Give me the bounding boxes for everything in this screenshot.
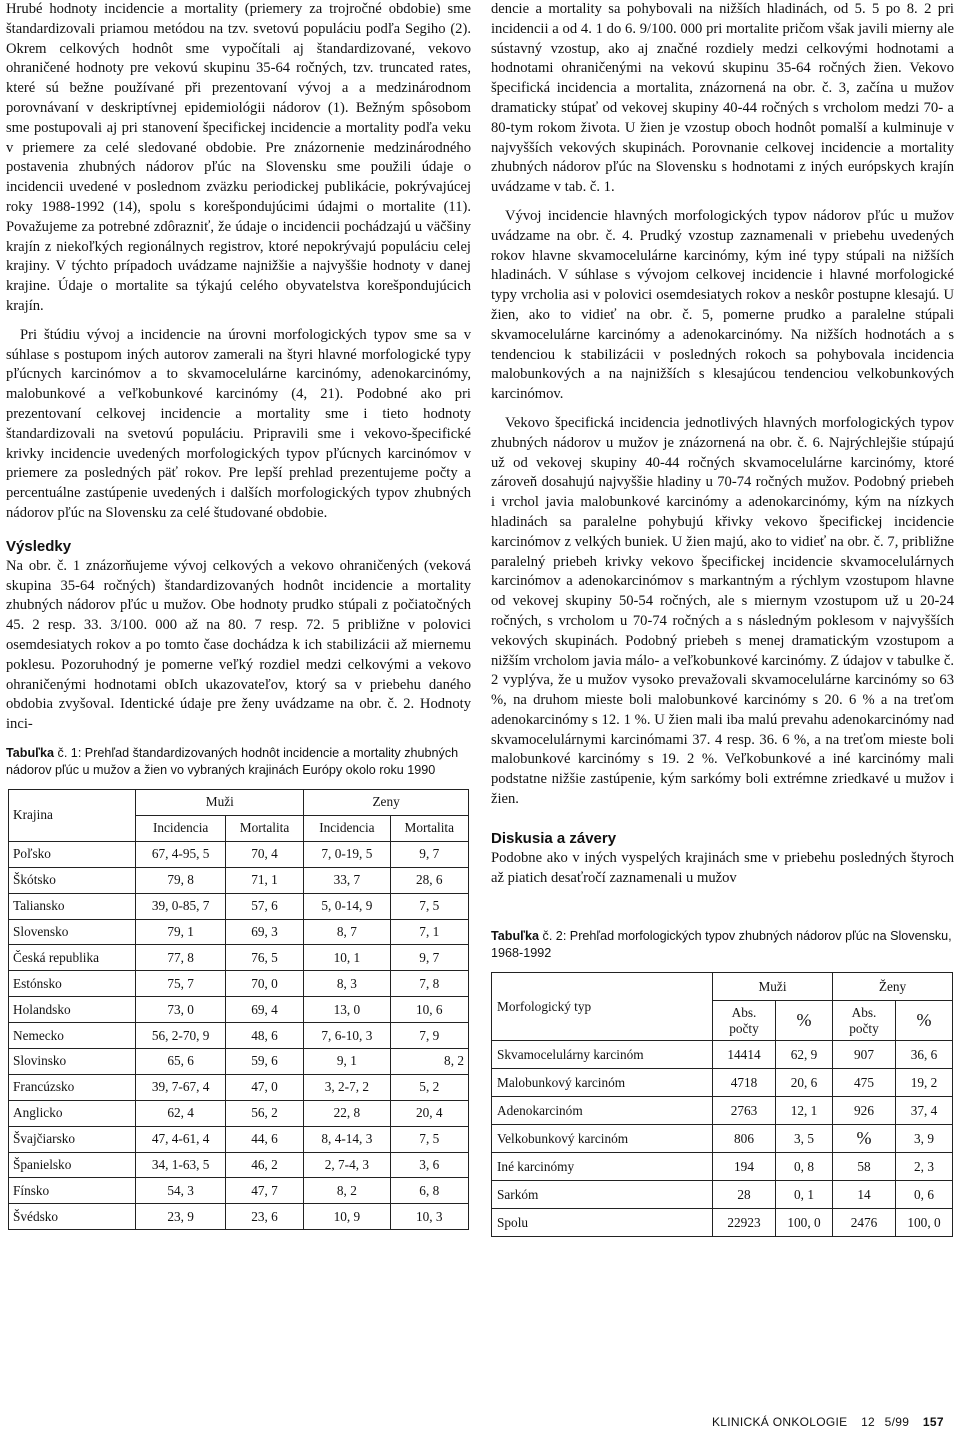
journal-issue: 5/99 [884, 1415, 910, 1429]
table-row [9, 971, 469, 997]
table-row [9, 841, 469, 867]
journal-volume: 12 [861, 1415, 876, 1429]
table-cell: 19, 2 [896, 1069, 953, 1097]
table-cell: Nemecko [9, 1023, 136, 1049]
table-row [492, 1209, 953, 1237]
table-cell: 7, 1 [390, 919, 468, 945]
table1-header-men-mortality: Mortalita [225, 815, 303, 841]
table-row [492, 1125, 953, 1153]
table-row [492, 1097, 953, 1125]
table-cell: Adenokarcinóm [492, 1097, 713, 1125]
table-cell: 7, 8 [390, 971, 468, 997]
table-row [9, 945, 469, 971]
table2-header-women-pct: % [896, 1001, 953, 1041]
table-row [9, 919, 469, 945]
table-cell: 73, 0 [136, 997, 225, 1023]
discussion-heading: Diskusia a závery [491, 829, 617, 847]
table2-header-men-pct: % [776, 1001, 833, 1041]
table-cell: 47, 4-61, 4 [136, 1126, 225, 1152]
table-cell: 7, 5 [390, 893, 468, 919]
table-cell: Sarkóm [492, 1181, 713, 1209]
table-cell: 71, 1 [225, 867, 303, 893]
table1-caption [6, 745, 471, 779]
table-cell: 79, 1 [136, 919, 225, 945]
page-number: 157 [922, 1415, 944, 1429]
table2-header-women: Ženy [833, 973, 953, 1001]
table-cell: 62, 4 [136, 1100, 225, 1126]
table-cell: 70, 0 [225, 971, 303, 997]
table-cell: 36, 6 [896, 1041, 953, 1069]
table-cell: 2763 [713, 1097, 776, 1125]
table2-caption-text: č. 2: Prehľad morfologických typov zhubných nádorov pľúc na Slovensku, 1968-1992 [491, 929, 952, 961]
table-cell: Škótsko [9, 867, 136, 893]
table-cell: 7, 0-19, 5 [304, 841, 390, 867]
table-cell: 54, 3 [136, 1178, 225, 1204]
table-cell: 10, 1 [304, 945, 390, 971]
table-cell: 3, 2-7, 2 [304, 1074, 390, 1100]
table-row [9, 1023, 469, 1049]
table1-header-men-incidence: Incidencia [136, 815, 225, 841]
methods-paragraph: Hrubé hodnoty incidencie a mortality (priemery za trojročné obdobie) sme štandardizovali priamou metódou na tzv. svetovú populáciu podľa Segiho (2). Okrem celkových hodnôt sme vypočítali aj štandardizované, vekovo ohraničené hodnoty pre vekovú skupinu 35-64 ročných, tzv. truncated rates, které sú bežne používané při prezentovaní vývoj a a medzinárodnom porovnávaní v deskriptívnej epidemiológii nádorov (1). Bežným spôsobom sme postupovali aj pri stanovení špecifickej incidencie a mortality podľa veku v priemere za celé sledované obdobie. Pre znázornenie medzinárodného postavenia zhubných nádorov pľúc na Slovensku sme použili údaje o incidencii uvedené v poslednom zväzku periodickej publikácie, pokrývajúcej roky 1988-1992 (14), spolu s korešpondujúcimi údajmi o mortalite (11). Považujeme za potrebné zdôrazniť, že údaje o incidencii pochádzajú u väčšiny krajín z niekoľkých regionálnych registrov, ktoré nepokrývajú populáciu celej krajiny. V týchto prípadoch uvádzame najnižšie a najvyššie hodnoty v danej krajine. Údaje o mortalite sa týkajú celého obyvatelstva korešpondujúcich krajín. [6, 1, 471, 314]
table-cell: 6, 8 [390, 1178, 468, 1204]
table-cell: 13, 0 [304, 997, 390, 1023]
table-cell: 7, 5 [390, 1126, 468, 1152]
table-cell: 0, 6 [896, 1181, 953, 1209]
table-cell: 7, 6-10, 3 [304, 1023, 390, 1049]
table-cell: 194 [713, 1153, 776, 1181]
table-cell: 56, 2-70, 9 [136, 1023, 225, 1049]
table-cell: 475 [833, 1069, 896, 1097]
table-cell: 39, 7-67, 4 [136, 1074, 225, 1100]
table-cell: 20, 4 [390, 1100, 468, 1126]
table-cell: 65, 6 [136, 1049, 225, 1075]
table-cell: Iné karcinómy [492, 1153, 713, 1181]
table-row [9, 1049, 469, 1075]
table-cell: 23, 6 [225, 1204, 303, 1230]
table-cell: 59, 6 [225, 1049, 303, 1075]
table-cell: 3, 9 [896, 1125, 953, 1153]
table-cell: 79, 8 [136, 867, 225, 893]
table2-caption [491, 928, 954, 962]
table-cell: 8, 2 [390, 1049, 468, 1075]
table2-caption-label: Tabuľka [491, 929, 540, 944]
morphology-paragraph: Pri štúdiu vývoj a incidencie na úrovni morfologických typov sme sa v súhlase s postupom iných autorov zamerali na štyri hlavné morfologické typy pľúcnych karcinómov a to skvamocelulárne karcinómy, adenokarcinómy, malobunkové a veľkobunkové karcinómy (4, 21). Podobné ako pri prezentovaní celkovej incidencie a mortality sme i tieto hodnoty štandardizovali na svetovú populáciu. Pripravili sme i vekovo-špecifické krivky incidencie uvedených morfologických typov pľúcnych karcinómov v priemere za posledných päť rokov. Pre lepší prehlad prezentujeme počty a percentuálne zastúpenie uvedených i dalších morfologických typov zhubných nádorov pľúc na Slovensku za celé študované obdobie. [6, 326, 471, 521]
table-cell: Švédsko [9, 1204, 136, 1230]
table-cell: 56, 2 [225, 1100, 303, 1126]
table-cell: Estónsko [9, 971, 136, 997]
table-cell: Malobunkový karcinóm [492, 1069, 713, 1097]
table-cell: 75, 7 [136, 971, 225, 997]
table-cell: 806 [713, 1125, 776, 1153]
left-column [6, 0, 471, 1230]
table-cell: 9, 7 [390, 841, 468, 867]
table-cell: 907 [833, 1041, 896, 1069]
table-cell: 33, 7 [304, 867, 390, 893]
table-cell: Taliansko [9, 893, 136, 919]
table-cell: Česká republika [9, 945, 136, 971]
table-cell: 20, 6 [776, 1069, 833, 1097]
table-row [9, 1204, 469, 1230]
table1-caption-label: Tabuľka [6, 745, 55, 760]
table-cell: Švajčiarsko [9, 1126, 136, 1152]
table2-body [492, 1041, 953, 1237]
table-cell: Slovensko [9, 919, 136, 945]
table-cell: 28 [713, 1181, 776, 1209]
table-cell: 14 [833, 1181, 896, 1209]
table-row [492, 1069, 953, 1097]
table-row [492, 1181, 953, 1209]
table-row [9, 1100, 469, 1126]
table-cell: 48, 6 [225, 1023, 303, 1049]
table-row [9, 1178, 469, 1204]
table-cell: 76, 5 [225, 945, 303, 971]
table-cell: 0, 1 [776, 1181, 833, 1209]
table-cell: 0, 8 [776, 1153, 833, 1181]
table-row [492, 1153, 953, 1181]
results-paragraph: Na obr. č. 1 znázorňujeme vývoj celkových a vekovo ohraničených (veková skupina 35-64 ročných) štandardizovaných hodnôt incidencie a mortality zhubných nádorov pľúc u mužov. Obe hodnoty prudko stúpali z počiatočných 45. 2 resp. 33. 3/100. 000 až na 80. 7 resp. 72. 5 približne v polovici osemdesiatych rokov a po tomto čase dochádza k ich stabilizácii až miernemu poklesu. Pozoruhodný je pomerne veľký rozdiel medzi celkovými a vekovo ohraničenými hodnotami obIch ukazovateľov, ktorý sa v priebehu daného obdobia zvyšoval. Identické údaje pre ženy uvádzame na obr. č. 2. Hodnoty inci- [6, 557, 471, 733]
incidence-paragraph: dencie a mortality sa pohybovali na nižších hladinách, od 5. 5 po 8. 2 pri incidencii a od 4. 1 do 6. 9/100. 000 pri mortalite pričom však javili mierny ale sústavný vzostup, ako aj značné rozdiely medzi celkovými hodnotami a hodnotami ohraničenými na vekovú skupinu 35-64 ročných žien. Vekovo špecifická incidencia a mortalita, znázornená na obr. č. 3, začína u mužov dramaticky stúpať od vekovej skupiny 40-44 ročných s vrcholom medzi 70- a 80-tym rokom života. U žien je vzostup oboch hodnôt pomalší a kulminuje v najvyšších vekových skupinách. Porovnanie celkovej incidencie a mortality zhubných nádorov pľúc na Slovensku s hodnotami z iných európskych krajín uvádzame v tab. č. 1. [491, 1, 954, 196]
table-cell: 69, 4 [225, 997, 303, 1023]
table-row [9, 997, 469, 1023]
table2 [491, 972, 953, 1237]
table2-header-women-abs: Abs. počty [833, 1001, 896, 1041]
table-cell: Skvamocelulárny karcinóm [492, 1041, 713, 1069]
table-cell: Španielsko [9, 1152, 136, 1178]
table-cell: 2, 3 [896, 1153, 953, 1181]
table-cell: 10, 9 [304, 1204, 390, 1230]
table1-header-men: Muži [136, 789, 304, 815]
table-cell: 5, 2 [390, 1074, 468, 1100]
table-row [9, 1126, 469, 1152]
right-column [491, 0, 954, 1237]
table-row [9, 1152, 469, 1178]
table-cell: 2, 7-4, 3 [304, 1152, 390, 1178]
age-specific-paragraph: Vekovo špecifická incidencia jednotlivých hlavných morfologických typov zhubných nádorov u mužov je znázornená na obr. č. 6. Najrýchlejšie stúpajú už od vekovej skupiny 40-44 ročných skvamocelulárne karcinómy, ktoré zároveň dosahujú najvyššie hladiny u 70-74 ročných mužov. Podobný priebeh i vrchol javia malobunkové karcinómy a adenokarcinómy, kým na nízkych hladinách sa paralelne pohybujú křivky vekovo špecifickej incidencie karcinómov z velkých buniek. U žien majú, ako to vidieť na obr. č. 7, približne paralelný priebeh krivky vekovo špecifickej incidencie skvamocelulárnych karcinómov a adenokarcinómov s markantným a rýchlym vzostupom hlavne od vekovej skupiny 50-54 ročných, ale s miernym vzostupom už u 20-24 ročných, s vrcholom u 70-74 ročných a s následným poklesom v najvyšších vekových skupinách. Podobný priebeh s menej dramatickým vzostupom a nižším vrcholom javia málo- a veľkobunkové karcinómy. Z údajov v tabulke č. 2 vyplýva, že u mužov vysoko prevažovali skvamocelulárne karcinómy so 63 %, na druhom mieste boli malobunkové karcinómy s 20. 6 % a na treťom adenokarcinómy s 12. 1 %. U žien mali iba malú prevahu adenokarcinómy nad skvamocelulárnymi karcinómami 37. 4 resp. 36. 6 %, a na treťom mieste boli malobunkové karcinómy s 19. 2 %. Veľkobunkové a iné karcinómy mali podstatne nižšie zastúpenie, kým sarkómy boli extrémne zriedkavé u mužov i žien. [491, 414, 954, 808]
table1-header-women-mortality: Mortalita [390, 815, 468, 841]
table-cell: 28, 6 [390, 867, 468, 893]
table-cell: Holandsko [9, 997, 136, 1023]
table-cell: 10, 3 [390, 1204, 468, 1230]
table-cell: 4718 [713, 1069, 776, 1097]
table-cell: 10, 6 [390, 997, 468, 1023]
table-cell: 100, 0 [776, 1209, 833, 1237]
table-cell: 9, 1 [304, 1049, 390, 1075]
table-cell: 3, 5 [776, 1125, 833, 1153]
table-cell: 14414 [713, 1041, 776, 1069]
table-cell: Poľsko [9, 841, 136, 867]
table-cell: 62, 9 [776, 1041, 833, 1069]
table-cell: 22, 8 [304, 1100, 390, 1126]
table-cell: 39, 0-85, 7 [136, 893, 225, 919]
table-cell: 46, 2 [225, 1152, 303, 1178]
journal-name: KLINICKÁ ONKOLOGIE [712, 1415, 848, 1429]
table-cell: Slovinsko [9, 1049, 136, 1075]
table-cell: Anglicko [9, 1100, 136, 1126]
table-row [9, 1074, 469, 1100]
table-cell: 47, 7 [225, 1178, 303, 1204]
table-cell: 57, 6 [225, 893, 303, 919]
table-cell: 100, 0 [896, 1209, 953, 1237]
table-cell: 47, 0 [225, 1074, 303, 1100]
table1-header-country: Krajina [9, 789, 136, 841]
table1-caption-text: č. 1: Prehľad štandardizovaných hodnôt incidencie a mortality zhubných nádorov pľúc u mužov a žien vo vybraných krajinách Európy okolo roku 1990 [6, 745, 459, 777]
table2-header-type: Morfologický typ [492, 973, 713, 1041]
table-cell: 67, 4-95, 5 [136, 841, 225, 867]
results-heading: Výsledky [6, 537, 72, 555]
table-cell: 8, 7 [304, 919, 390, 945]
table-cell: 3, 6 [390, 1152, 468, 1178]
table-cell: 9, 7 [390, 945, 468, 971]
table-cell: 77, 8 [136, 945, 225, 971]
table-cell: 37, 4 [896, 1097, 953, 1125]
table-cell: 8, 4-14, 3 [304, 1126, 390, 1152]
table-cell: 70, 4 [225, 841, 303, 867]
table-cell: 7, 9 [390, 1023, 468, 1049]
table-cell: 23, 9 [136, 1204, 225, 1230]
table-cell: Francúzsko [9, 1074, 136, 1100]
table2-header-men-abs: Abs. počty [713, 1001, 776, 1041]
table-cell: 8, 3 [304, 971, 390, 997]
discussion-paragraph: Podobne ako v iných vyspelých krajinách sme v priebehu posledných štyroch až piatich desaťročí zaznamenali u mužov [491, 849, 954, 886]
table-cell: 926 [833, 1097, 896, 1125]
table1-header-women-incidence: Incidencia [304, 815, 390, 841]
page-footer [712, 1415, 944, 1429]
table-cell: % [833, 1125, 896, 1153]
table-row [492, 1041, 953, 1069]
table-cell: 69, 3 [225, 919, 303, 945]
morphology-trend-paragraph: Vývoj incidencie hlavných morfologických typov nádorov pľúc u mužov uvádzame na obr. č. 4. Prudký vzostup zaznamenali v priebehu uvedených rokov hlavne skvamocelulárne karcinómy, kým iné typy stúpali na nižších hladinách. V súhlase s vývojom celkovej incidencie i hlavné morfologické typy vrcholia asi v polovici osemdesiatych rokov a neskôr postupne klesajú. U žien, ako to vidieť na obr. č. 5, pomerne prudko a paralelne stúpali skvamocelulárne karcinómy a adenokarcinómy. Na nižších hodnotách a s tendenciou k stabilizácii v posledných rokoch sa pohybovala incidencia malobunkových a na najnižších s klesajúcou tendenciou velkobunkových karcinómov. [491, 207, 954, 403]
table-cell: Spolu [492, 1209, 713, 1237]
table-cell: Velkobunkový karcinóm [492, 1125, 713, 1153]
table1 [8, 789, 469, 1230]
table-cell: 8, 2 [304, 1178, 390, 1204]
table1-body [9, 841, 469, 1229]
table-cell: 58 [833, 1153, 896, 1181]
table-cell: 2476 [833, 1209, 896, 1237]
table2-header-men: Muži [713, 973, 833, 1001]
table-row [9, 893, 469, 919]
table1-header-women: Zeny [304, 789, 469, 815]
table-cell: 34, 1-63, 5 [136, 1152, 225, 1178]
table-cell: Fínsko [9, 1178, 136, 1204]
table-cell: 5, 0-14, 9 [304, 893, 390, 919]
table-cell: 22923 [713, 1209, 776, 1237]
table-cell: 12, 1 [776, 1097, 833, 1125]
table-cell: 44, 6 [225, 1126, 303, 1152]
table-row [9, 867, 469, 893]
